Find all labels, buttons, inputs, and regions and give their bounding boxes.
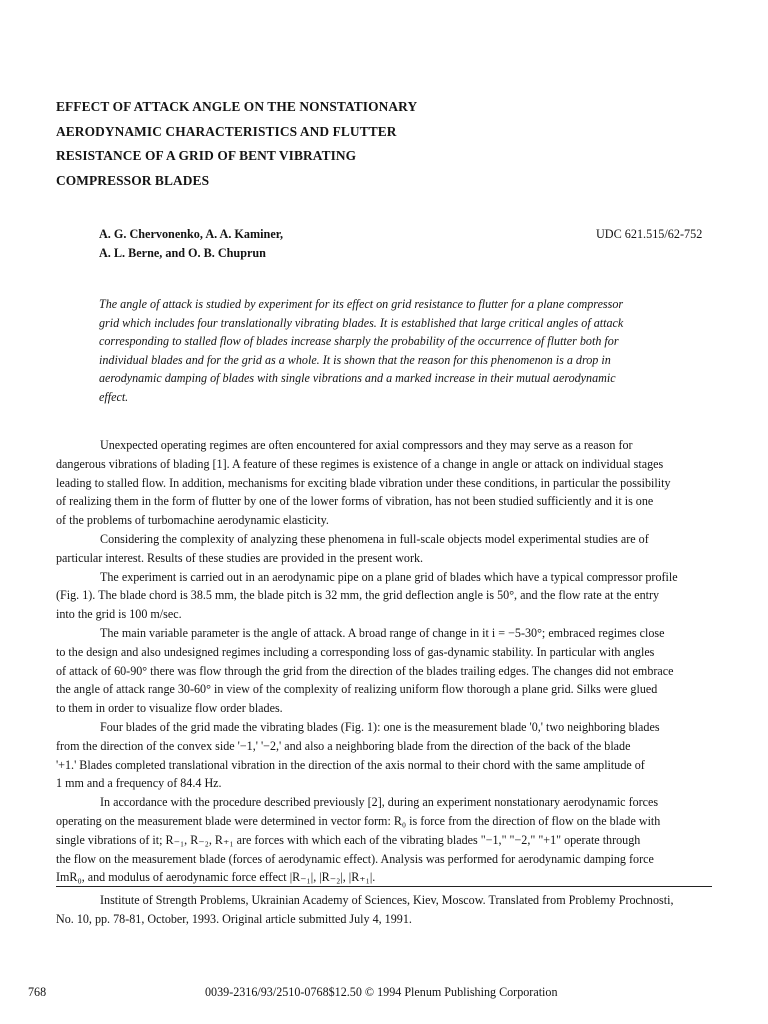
body-text	[56, 436, 712, 887]
body-line: '+1.' Blades completed translational vibration in the direction of the axis normal to their chord with the same amplitude of	[56, 757, 645, 772]
body-line: of attack of 60-90° there was flow through the grid from the direction of the blades trailing edges. The changes did not embrace	[56, 663, 674, 678]
title-line: COMPRESSOR BLADES	[56, 172, 210, 188]
body-line: Considering the complexity of analyzing these phenomena in full-scale objects model experimental studies are of	[100, 531, 649, 546]
body-line: dangerous vibrations of blading [1]. A feature of these regimes is existence of a change in angle or attack on individual stages	[56, 456, 664, 471]
body-line: 1 mm and a frequency of 84.4 Hz.	[56, 776, 222, 791]
body-line: the angle of attack range 30-60° in view of the complexity of realizing uniform flow thorough a plane grid. Silks were glued	[56, 682, 658, 697]
footnote-divider	[56, 886, 712, 887]
body-line: to them in order to visualize flow order blades.	[56, 701, 283, 716]
body-line: the flow on the measurement blade (forces of aerodynamic effect). Analysis was performed for aerodynamic damping force	[56, 851, 654, 866]
body-line: into the grid is 100 m/sec.	[56, 607, 182, 622]
footnote-line: No. 10, pp. 78-81, October, 1993. Original article submitted July 4, 1991.	[56, 912, 412, 926]
body-line: The experiment is carried out in an aerodynamic pipe on a plane grid of blades which have a typical compressor profile	[100, 569, 678, 584]
title-line: RESISTANCE OF A GRID OF BENT VIBRATING	[56, 148, 357, 163]
body-line: of realizing them in the form of flutter by one of the lower forms of vibration, has not been studied sufficiently and it is one	[56, 494, 654, 509]
body-line: The main variable parameter is the angle of attack. A broad range of change in it i = −5-30°; embraced regimes close	[100, 625, 665, 640]
udc-code: UDC 621.515/62-752	[596, 227, 703, 241]
page-number: 768	[28, 985, 47, 999]
body-line: single vibrations of it; R₋₁, R₋₂, R₊₁ are forces with which each of the vibrating blades "−1," "−2," "+1" operate through	[56, 832, 641, 847]
body-line: leading to stalled flow. In addition, mechanisms for exciting blade vibration under these conditions, in particular the possibility	[56, 475, 671, 490]
body-line: of the problems of turbomachine aerodynamic elasticity.	[56, 513, 329, 528]
body-line: ImR₀, and modulus of aerodynamic force effect |R₋₁|, |R₋₂|, |R₊₁|.	[56, 870, 376, 885]
body-line: particular interest. Results of these studies are provided in the present work.	[56, 550, 424, 565]
body-line: operating on the measurement blade were determined in vector form: R₀ is force from the direction of flow on the blade with	[56, 813, 661, 828]
author-list	[99, 225, 283, 263]
footnote-line: Institute of Strength Problems, Ukrainian Academy of Sciences, Kiev, Moscow. Translated from Problemy Prochnosti,	[100, 893, 674, 907]
copyright-line: 0039-2316/93/2510-0768$12.50 © 1994 Plenum Publishing Corporation	[205, 985, 558, 999]
title-line: EFFECT OF ATTACK ANGLE ON THE NONSTATIONARY	[56, 99, 418, 114]
body-line: In accordance with the procedure described previously [2], during an experiment nonstationary aerodynamic forces	[100, 795, 659, 810]
abstract-line: grid which includes four translationally vibrating blades. It is established that large critical angles of attack	[99, 315, 624, 330]
body-line: Unexpected operating regimes are often encountered for axial compressors and they may serve as a reason for	[100, 438, 633, 452]
body-line: from the direction of the convex side '−1,' '−2,' and also a neighboring blade from the direction of the back of the blade	[56, 738, 631, 753]
body-line: Four blades of the grid made the vibrating blades (Fig. 1): one is the measurement blade '0,' two neighboring blades	[100, 719, 660, 734]
author-line: A. L. Berne, and O. B. Chuprun	[99, 246, 266, 260]
article-title	[56, 95, 496, 193]
body-line: to the design and also undesigned regimes including a corresponding loss of gas-dynamic stability. In particular with angles	[56, 644, 655, 659]
abstract-line: effect.	[99, 389, 129, 404]
footnote	[56, 891, 712, 929]
abstract-line: The angle of attack is studied by experiment for its effect on grid resistance to flutter for a plane compressor	[99, 297, 624, 311]
author-line: A. G. Chervonenko, A. A. Kaminer,	[99, 227, 284, 241]
abstract	[99, 295, 699, 406]
abstract-line: aerodynamic damping of blades with single vibrations and a marked increase in their mutual aerodynamic	[99, 371, 616, 385]
abstract-line: corresponding to stalled flow of blades increase sharply the probability of the occurrence of flutter both for	[99, 334, 619, 348]
body-line: (Fig. 1). The blade chord is 38.5 mm, the blade pitch is 32 mm, the grid deflection angle is 50°, and the flow rate at the entry	[56, 588, 660, 603]
abstract-line: individual blades and for the grid as a whole. It is shown that the reason for this phenomenon is a drop in	[99, 352, 611, 367]
title-line: AERODYNAMIC CHARACTERISTICS AND FLUTTER	[56, 123, 397, 139]
